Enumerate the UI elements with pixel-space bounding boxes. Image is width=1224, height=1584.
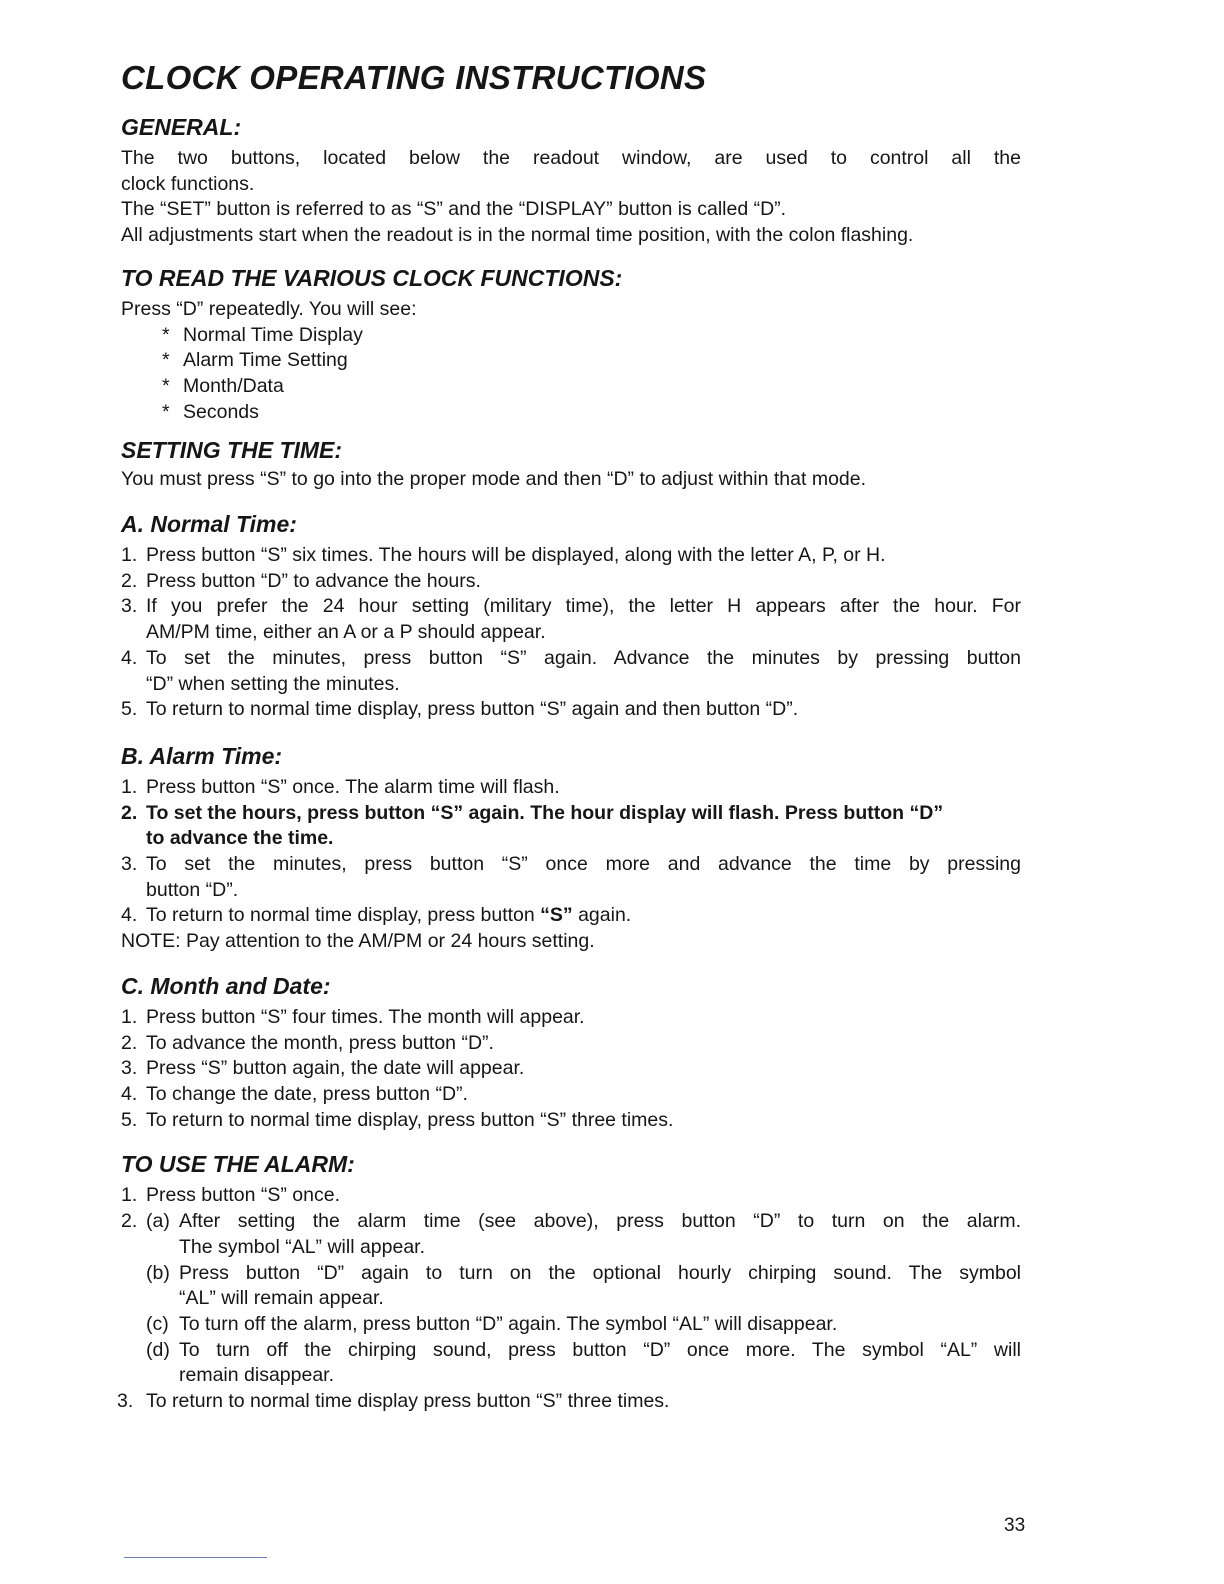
- month-date-steps: [121, 1005, 1021, 1134]
- list-item: 5. To return to normal time display, press button “S” again and then button “D”.: [121, 698, 799, 721]
- list-item: 2. (a) After setting the alarm time (see above), press button “D” to turn on the alarm. The symbol “AL” will appear. (b) Press button “D” again to turn on the optional hourly chirping sound. The symbol “AL” will remain appear. (c) To turn off the alarm, press button “D” again. The symbol “AL” will disappear. (d) To turn off the chirping sound, press button “D” once more. The symbol “AL” will remain disappear.: [121, 1209, 1021, 1389]
- section-setting: [121, 435, 1021, 493]
- list-item: 1. Press button “S” once. The alarm time will flash.: [121, 775, 560, 798]
- normal-time-heading: A. Normal Time:: [121, 511, 297, 538]
- setting-intro: You must press “S” to go into the proper mode and then “D” to adjust within that mode.: [121, 468, 867, 491]
- list-item: 2. To set the hours, press button “S” again. The hour display will flash. Press button “D” to advance the time.: [121, 801, 944, 850]
- list-item: 2. To advance the month, press button “D”.: [121, 1031, 494, 1054]
- general-line: All adjustments start when the readout is in the normal time position, with the colon flashing.: [121, 224, 914, 247]
- list-item: 1. Press button “S” six times. The hours will be displayed, along with the letter A, P, or H.: [121, 544, 886, 567]
- general-line: The two buttons, located below the readout window, are used to control all the: [121, 147, 1021, 169]
- list-item: 3. If you prefer the 24 hour setting (military time), the letter H appears after the hour. For AM/PM time, either an A or a P should appear.: [121, 595, 1021, 644]
- sub-item: (c) To turn off the alarm, press button “D” again. The symbol “AL” will disappear.: [146, 1312, 838, 1335]
- month-date-heading: C. Month and Date:: [121, 972, 331, 999]
- bullet-mark: *: [162, 374, 170, 397]
- footer-rule: [124, 1557, 267, 1558]
- list-item: * Seconds: [162, 400, 1021, 426]
- list-item: 4. To return to normal time display, press button “S” again.: [121, 904, 632, 927]
- list-item: 4. To set the minutes, press button “S” again. Advance the minutes by pressing button “D” when setting the minutes.: [121, 646, 1021, 695]
- list-item: 3. Press “S” button again, the date will appear.: [121, 1057, 525, 1080]
- list-item: 3. To return to normal time display press button “S” three times.: [117, 1390, 670, 1413]
- general-heading: GENERAL:: [121, 114, 242, 140]
- list-item: 1. Press button “S” four times. The month will appear.: [121, 1005, 585, 1028]
- alarm-time-steps: [121, 775, 1021, 929]
- list-item: 5. To return to normal time display, press button “S” three times.: [121, 1108, 674, 1131]
- section-read: [121, 263, 1021, 426]
- sub-item: (a) After setting the alarm time (see above), press button “D” to turn on the alarm. The symbol “AL” will appear.: [146, 1210, 1021, 1258]
- read-intro: Press “D” repeatedly. You will see:: [121, 297, 417, 320]
- list-item: 3. To set the minutes, press button “S” once more and advance the time by pressing button “D”.: [121, 853, 1021, 901]
- list-item: 1. Press button “S” once.: [121, 1184, 341, 1207]
- bullet-mark: *: [162, 349, 170, 372]
- manual-page: [117, 56, 1021, 1415]
- page-title: CLOCK OPERATING INSTRUCTIONS: [121, 59, 707, 96]
- bullet-mark: *: [162, 323, 170, 346]
- list-item: * Month/Data: [162, 374, 1021, 400]
- section-month-date: [121, 971, 1021, 1134]
- list-item: 2. Press button “D” to advance the hours.: [121, 569, 481, 592]
- normal-time-steps: [121, 543, 1021, 723]
- list-item: * Alarm Time Setting: [162, 348, 1021, 374]
- function-list: [162, 323, 1021, 426]
- use-alarm-heading: TO USE THE ALARM:: [121, 1151, 355, 1178]
- general-line: clock functions.: [121, 172, 255, 195]
- list-item: * Normal Time Display: [162, 323, 1021, 349]
- use-alarm-steps: [117, 1183, 1021, 1414]
- setting-heading: SETTING THE TIME:: [121, 437, 343, 464]
- section-alarm-time: [121, 741, 1021, 955]
- sub-item: (b) Press button “D” again to turn on the optional hourly chirping sound. The symbol “AL” will remain appear.: [146, 1261, 1021, 1310]
- section-normal-time: [121, 509, 1021, 723]
- bullet-mark: *: [162, 400, 170, 423]
- list-item: 4. To change the date, press button “D”.: [121, 1082, 468, 1105]
- sub-item: (d) To turn off the chirping sound, press button “D” once more. The symbol “AL” will remain disappear.: [146, 1338, 1021, 1387]
- read-heading: TO READ THE VARIOUS CLOCK FUNCTIONS:: [121, 264, 623, 291]
- alarm-note: NOTE: Pay attention to the AM/PM or 24 hours setting.: [121, 930, 595, 953]
- section-use-alarm: [117, 1149, 1021, 1414]
- general-line: The “SET” button is referred to as “S” and the “DISPLAY” button is called “D”.: [121, 198, 787, 221]
- section-general: [121, 112, 1021, 249]
- page-number: 33: [1004, 1515, 1026, 1536]
- alarm-time-heading: B. Alarm Time:: [121, 742, 283, 769]
